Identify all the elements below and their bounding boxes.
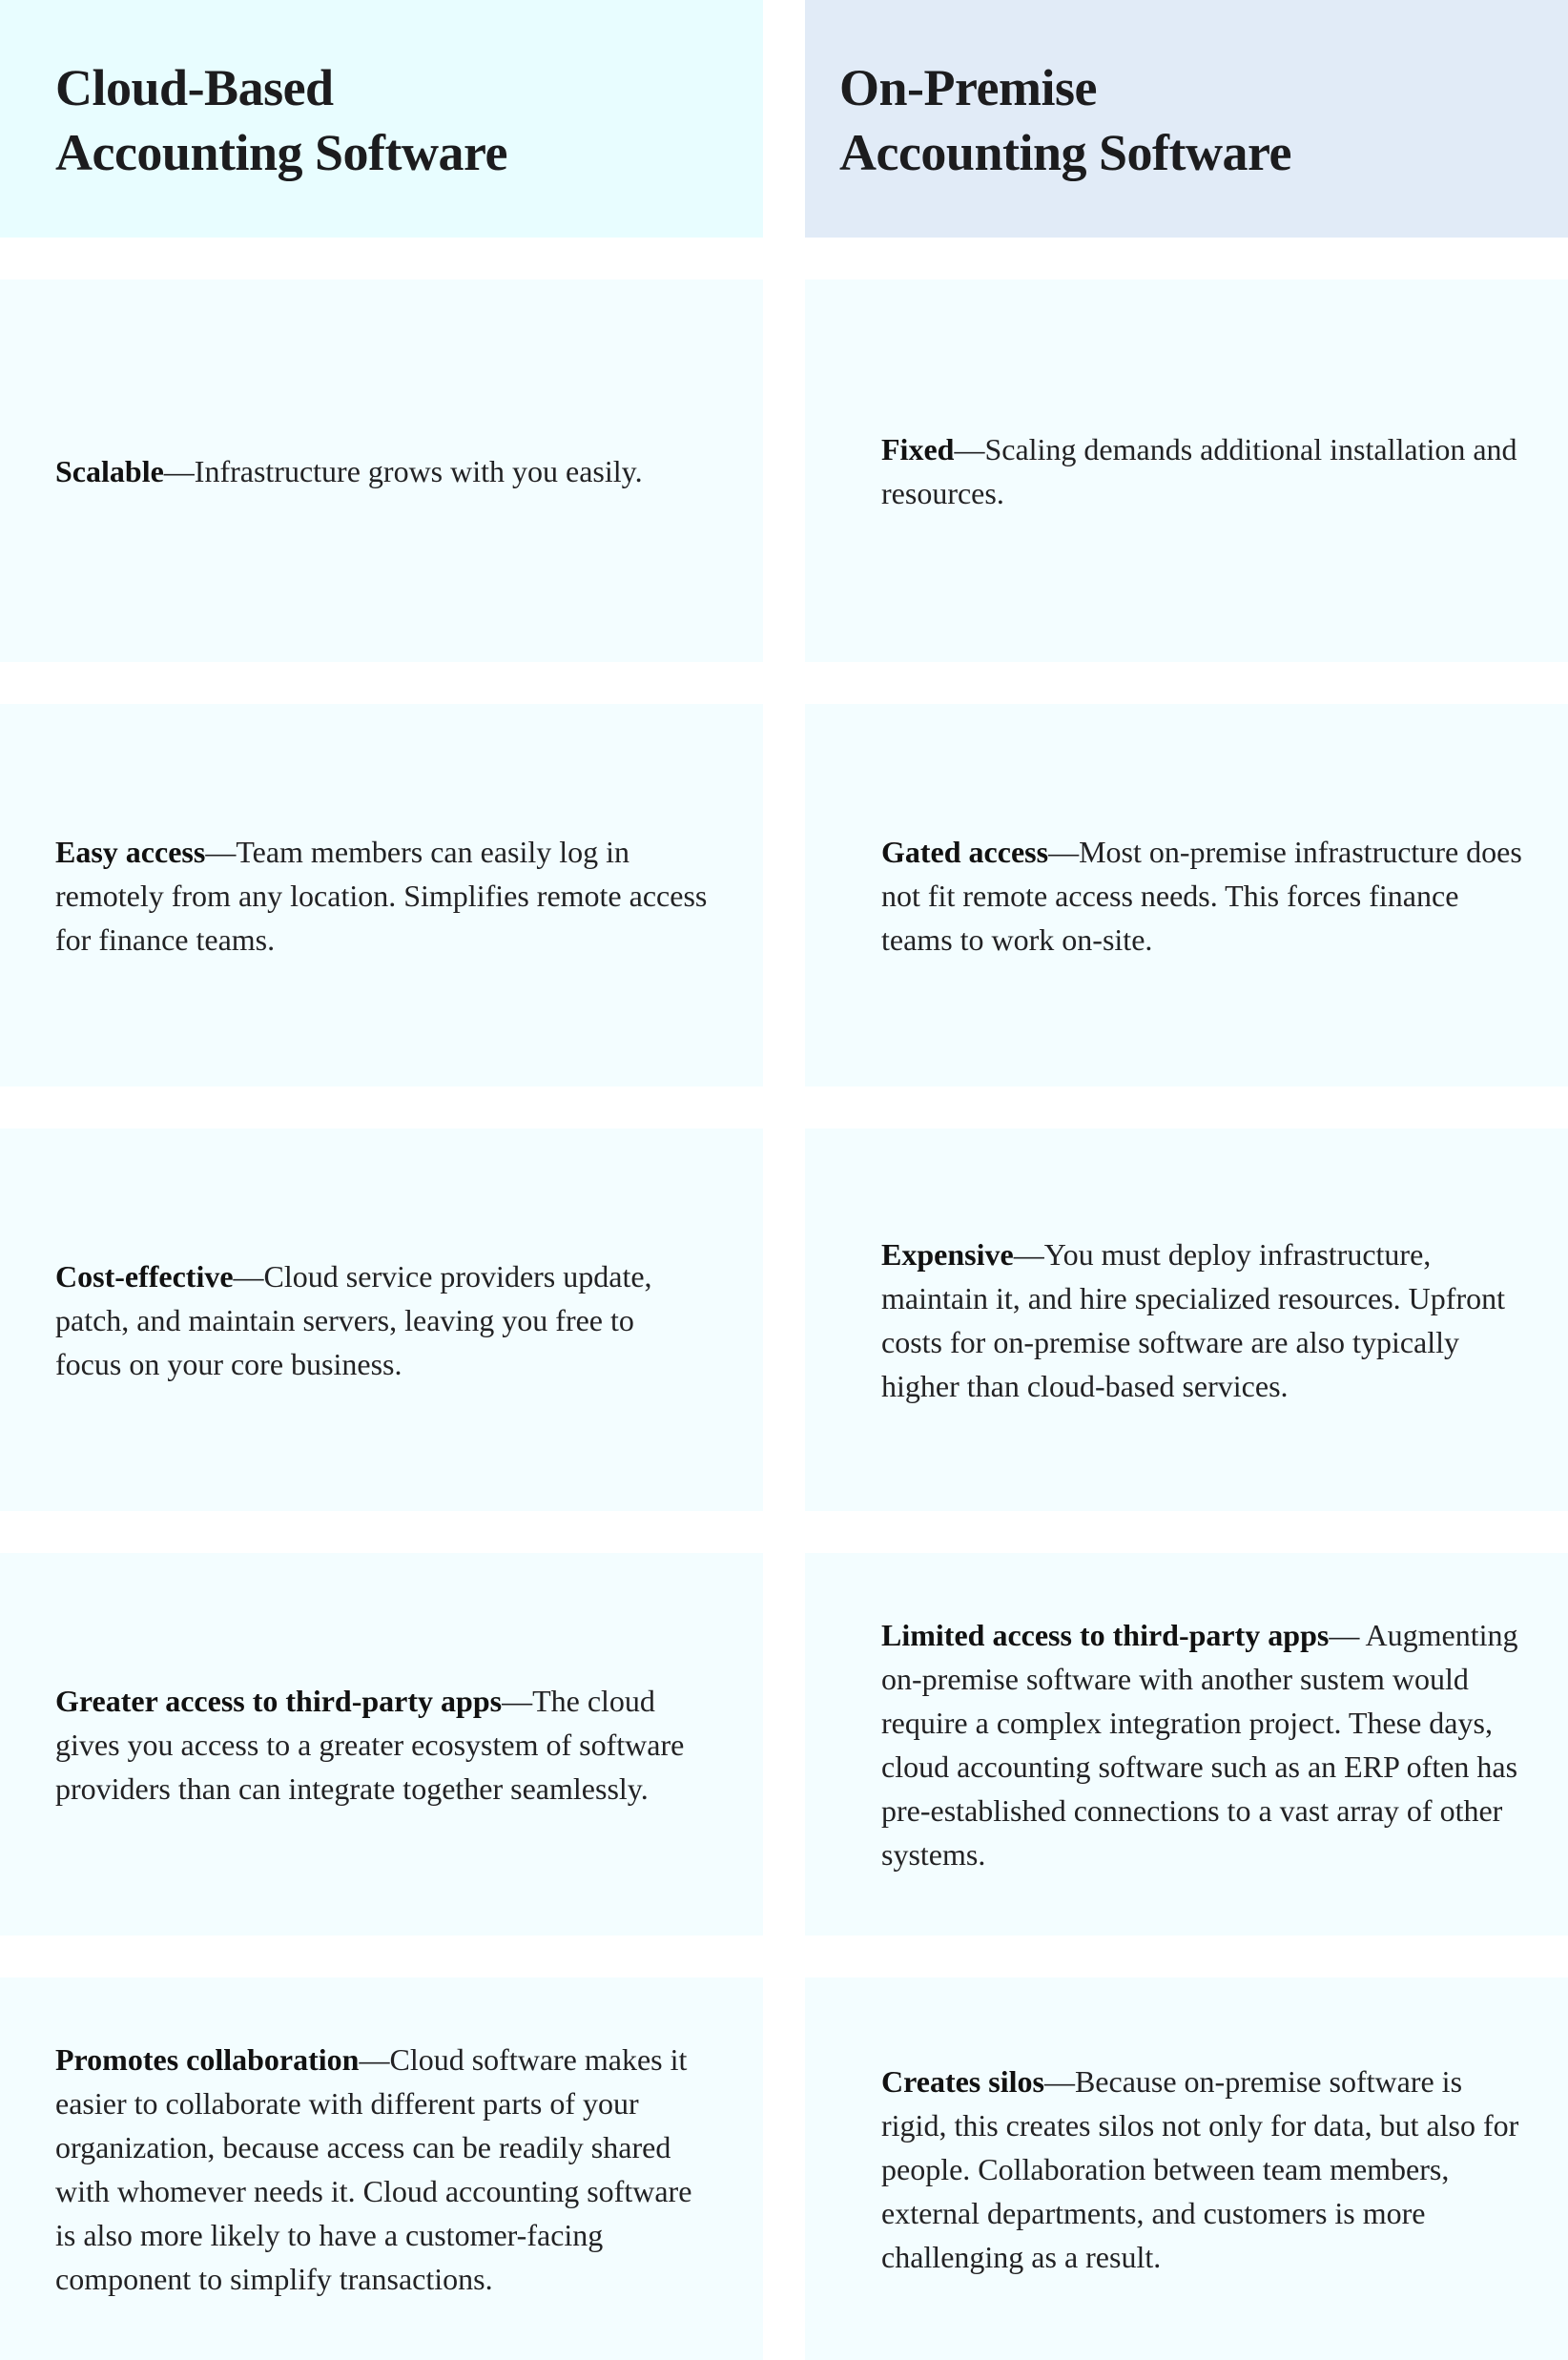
header-cloud-title xyxy=(55,55,507,185)
header-cloud-line1: Cloud-Based xyxy=(55,59,334,116)
onprem-desc: —Most on-premise infrastructure does not fit remote access needs. This forces finance teams to work on-site. xyxy=(881,834,1522,957)
onprem-text xyxy=(881,830,1530,962)
onprem-text xyxy=(881,427,1530,515)
cloud-cell-collaboration xyxy=(0,1977,763,2360)
header-onprem-line2: Accounting Software xyxy=(839,124,1291,181)
onprem-cell-third-party xyxy=(805,1553,1568,1936)
cloud-desc: —The cloud gives you access to a greater ecosystem of software providers than can integrate together seamlessly. xyxy=(55,1683,685,1806)
header-cloud xyxy=(0,0,763,238)
cloud-text xyxy=(55,1254,708,1386)
onprem-cell-gated-access xyxy=(805,704,1568,1087)
onprem-term: Creates silos xyxy=(881,2063,1044,2099)
cloud-text xyxy=(55,449,643,493)
cloud-desc: —Team members can easily log in remotely from any location. Simplifies remote access for finance teams. xyxy=(55,834,708,957)
onprem-term: Gated access xyxy=(881,834,1049,869)
header-onprem-title xyxy=(839,55,1291,185)
onprem-text xyxy=(881,1613,1530,1876)
onprem-desc: —Scaling demands additional installation and resources. xyxy=(881,431,1517,510)
onprem-cell-silos xyxy=(805,1977,1568,2360)
onprem-term: Limited access to third-party apps xyxy=(881,1617,1330,1652)
onprem-text xyxy=(881,2060,1530,2279)
cloud-cell-scalable xyxy=(0,279,763,662)
header-onprem-line1: On-Premise xyxy=(839,59,1097,116)
onprem-desc: — Augmenting on-premise software with another sustem would require a complex integration project. These days, cloud accounting software such as an ERP often has pre-established connections to a vast array of other systems. xyxy=(881,1617,1518,1872)
header-onprem xyxy=(805,0,1568,238)
cloud-cell-third-party xyxy=(0,1553,763,1936)
onprem-desc: —Because on-premise software is rigid, this creates silos not only for data, but also for people. Collaboration between team members, external departments, and customers is more challenging as a result. xyxy=(881,2063,1519,2274)
onprem-desc: —You must deploy infrastructure, maintain it, and hire specialized resources. Upfront costs for on-premise software are also typically higher than cloud-based services. xyxy=(881,1236,1505,1403)
cloud-term: Easy access xyxy=(55,834,206,869)
cloud-cell-cost-effective xyxy=(0,1128,763,1511)
onprem-text xyxy=(881,1232,1530,1408)
cloud-term: Promotes collaboration xyxy=(55,2041,360,2077)
cloud-text xyxy=(55,1679,708,1811)
cloud-text xyxy=(55,2038,708,2301)
onprem-term: Expensive xyxy=(881,1236,1014,1272)
onprem-cell-fixed xyxy=(805,279,1568,662)
cloud-desc: —Cloud software makes it easier to collaborate with different parts of your organization, because access can be readily shared with whomever needs it. Cloud accounting software is also more likely to have a customer-facing component to simplify transactions. xyxy=(55,2041,692,2296)
cloud-text xyxy=(55,830,708,962)
cloud-cell-easy-access xyxy=(0,704,763,1087)
cloud-term: Greater access to third-party apps xyxy=(55,1683,503,1718)
onprem-cell-expensive xyxy=(805,1128,1568,1511)
cloud-desc: —Infrastructure grows with you easily. xyxy=(163,453,643,488)
cloud-term: Scalable xyxy=(55,453,164,488)
cloud-term: Cost-effective xyxy=(55,1258,234,1294)
header-cloud-line2: Accounting Software xyxy=(55,124,507,181)
cloud-desc: —Cloud service providers update, patch, and maintain servers, leaving you free to focus on your core business. xyxy=(55,1258,652,1381)
onprem-term: Fixed xyxy=(881,431,955,466)
